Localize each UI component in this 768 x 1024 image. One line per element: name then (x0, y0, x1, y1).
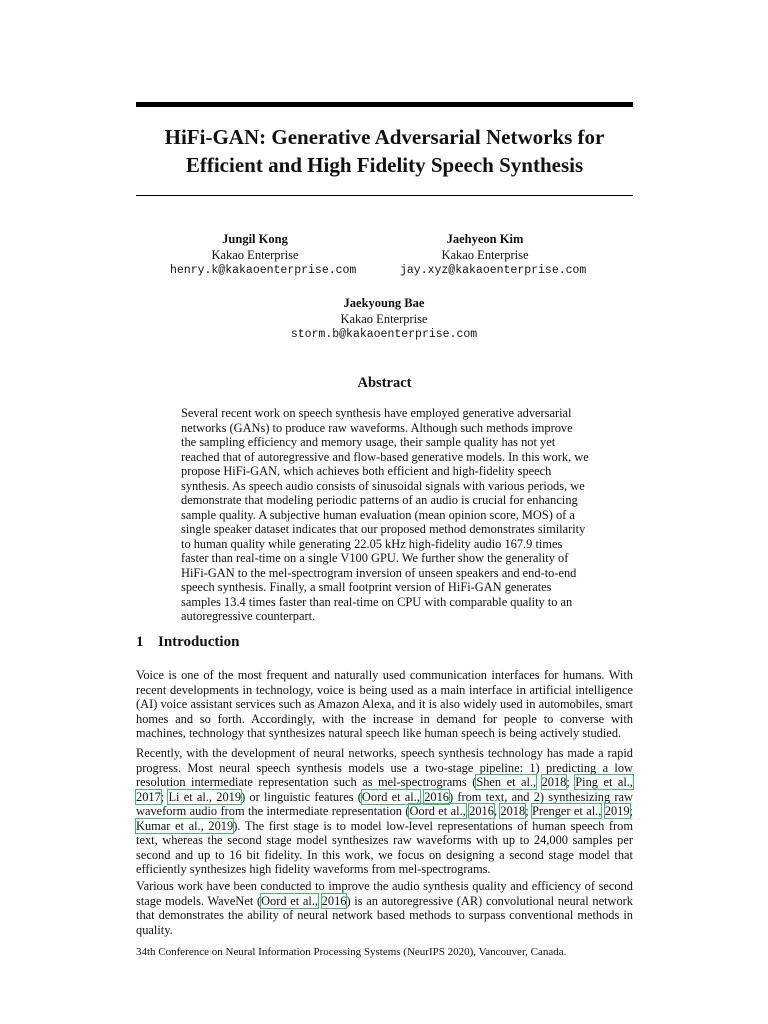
author-affiliation: Kakao Enterprise (211, 247, 299, 262)
author-block (400, 232, 587, 279)
paragraph-text: ; (566, 775, 576, 789)
title-bottom-rule (136, 195, 633, 196)
abstract-heading: Abstract (357, 375, 412, 391)
section-heading (136, 634, 239, 651)
citation-link[interactable]: Kumar et al., 2019 (136, 818, 234, 833)
author-affiliation: Kakao Enterprise (340, 311, 428, 326)
citation-link[interactable]: Oord et al., (409, 804, 466, 818)
paragraph-text: Various work have been conducted to improve the audio synthesis quality and efficiency of second stage models. WaveNet ( (136, 879, 633, 908)
paragraph-text: ; (160, 789, 169, 804)
citation-link[interactable]: 2017 (136, 789, 161, 804)
paragraph-text: ; (525, 804, 533, 818)
citation-link[interactable]: Oord et al., (261, 893, 318, 908)
author-name: Jaekyoung Bae (343, 296, 425, 310)
intro-paragraph-3 (136, 879, 633, 937)
conference-footnote: 34th Conference on Neural Information Processing Systems (NeurIPS 2020), Vancouver, Canada. (136, 946, 567, 958)
citation-link[interactable]: Li et al., 2019 (168, 789, 242, 804)
citation-link[interactable]: Ping et al., (575, 775, 633, 789)
paragraph-text: Recently, with the development of neural networks, speech synthesis technology has made a rapid progress. Most neural speech synthesis models use a two-stage pipeline: 1) predicting a low resolution intermediate representation such as mel-spectrograms ( (136, 746, 633, 789)
paragraph-text: ). The first stage is to model low-level representations of human speech from text, whereas the second stage model synthesizes raw waveforms with up to 24,000 samples per second and up to 16 bit fidelity. In this work, we focus on designing a second stage model that efficiently synthesizes high fidelity waveforms from mel-spectrograms. (136, 818, 634, 876)
citation-link[interactable]: Prenger et al., (532, 804, 602, 818)
author-email: storm.b@kakaoenterprise.com (290, 328, 478, 341)
author-affiliation: Kakao Enterprise (441, 247, 529, 262)
author-email: henry.k@kakaoenterprise.com (170, 264, 357, 277)
citation-link[interactable]: 2019 (604, 804, 630, 818)
author-block (170, 232, 357, 279)
citation-link[interactable]: Oord et al., (361, 789, 420, 804)
paragraph-text: ) is an autoregressive (AR) convolutional neural network that demonstrates the ability of neural network based methods to surpass conventional methods in quality. (136, 893, 633, 937)
citation-link[interactable]: 2018 (541, 775, 567, 789)
title-line-2: Efficient and High Fidelity Speech Synthesis (185, 153, 584, 177)
intro-paragraph-2 (136, 746, 633, 877)
citation-link[interactable]: Shen et al., (476, 775, 537, 789)
author-name: Jungil Kong (222, 232, 288, 246)
title-line-1: HiFi-GAN: Generative Adversarial Networks for (164, 125, 605, 149)
title-top-rule (136, 102, 633, 107)
paragraph-text: , (493, 804, 501, 818)
paragraph-text (536, 775, 541, 789)
abstract-text: Several recent work on speech synthesis have employed generative adversarial networks (GANs) to produce raw waveforms. Although such methods improve the sampling efficiency and memory usage, their sample quality has not yet reached that of autoregressive and flow-based generative models. In this work, we propose HiFi-GAN, which achieves both efficient and high-fidelity speech synthesis. As speech audio consists of sinusoidal signals with various periods, we demonstrate that modeling periodic patterns of an audio is crucial for enhancing sample quality. A subjective human evaluation (mean opinion score, MOS) of a single speaker dataset indicates that our proposed method demonstrates similarity to human quality while generating 22.05 kHz high-fidelity audio 167.9 times faster than real-time on a single V100 GPU. We further show the generality of HiFi-GAN to the mel-spectrogram inversion of unseen speakers and end-to-end speech synthesis. Finally, a small footprint version of HiFi-GAN generates samples 13.4 times faster than real-time on CPU with comparable quality to an autoregressive counterpart. (181, 406, 589, 623)
section-number: 1 (136, 634, 144, 650)
author-email: jay.xyz@kakaoenterprise.com (400, 264, 587, 277)
citation-link[interactable]: 2018 (500, 804, 526, 818)
intro-paragraph-1: Voice is one of the most frequent and naturally used communication interfaces for humans. With recent developments in technology, voice is being used as a main interface in artificial intelligence (AI) voice assistant services such as Amazon Alexa, and it is also widely used in automobiles, smart homes and so forth. Accordingly, with the increase in demand for people to converse with machines, technology that synthesizes natural speech like human speech is being actively studied. (136, 668, 633, 740)
section-title: Introduction (158, 634, 240, 650)
author-name: Jaehyeon Kim (446, 232, 524, 246)
paragraph-text: ; (629, 804, 633, 818)
author-block (284, 296, 484, 343)
paper-title (136, 123, 633, 179)
paragraph-text: ) or linguistic features ( (241, 789, 362, 804)
paragraph-text: ) from text, and 2) synthesizing raw waveform audio from the intermediate representation ( (136, 789, 634, 818)
citation-link[interactable]: 2016 (469, 804, 494, 818)
citation-link[interactable]: 2016 (424, 789, 449, 804)
citation-link[interactable]: 2016 (321, 893, 347, 908)
